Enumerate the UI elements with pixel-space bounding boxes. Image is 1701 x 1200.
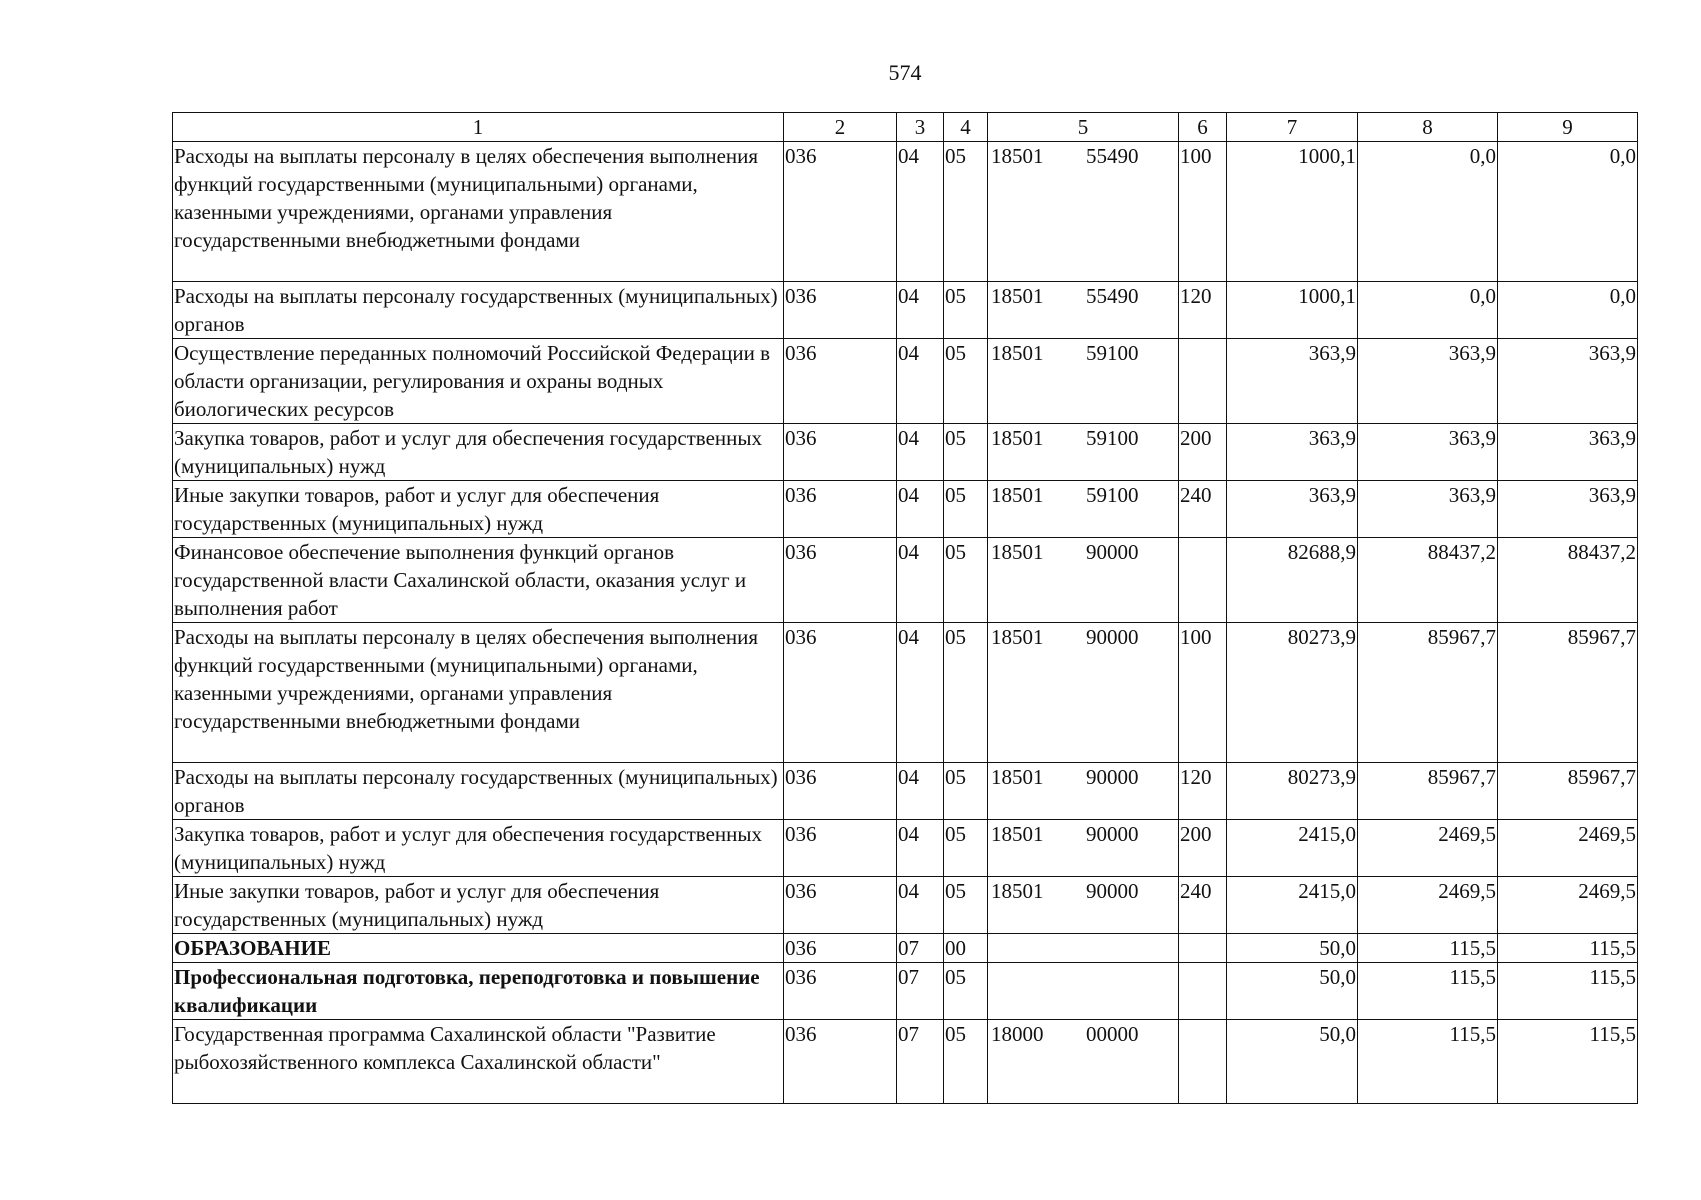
- subsection-code-cell: 05: [944, 763, 988, 820]
- row-name-cell: Государственная программа Сахалинской области "Развитие рыбохозяйственного комплекса Сахалинской области": [173, 1020, 784, 1104]
- column-header: 8: [1358, 113, 1498, 142]
- table-row: [173, 820, 1638, 877]
- row-name-cell: Иные закупки товаров, работ и услуг для обеспечения государственных (муниципальных) нужд: [173, 481, 784, 538]
- amount-col8-cell: 115,5: [1358, 934, 1498, 963]
- amount-col8-cell: 0,0: [1358, 282, 1498, 339]
- amount-col9-cell: 85967,7: [1498, 623, 1638, 763]
- ministry-code-cell: 036: [784, 424, 897, 481]
- ministry-code-cell: 036: [784, 763, 897, 820]
- amount-col9-cell: 0,0: [1498, 282, 1638, 339]
- target-article-cell: [988, 282, 1179, 339]
- page-number: 574: [888, 60, 922, 85]
- column-header: 1: [173, 113, 784, 142]
- ministry-code-cell: 036: [784, 934, 897, 963]
- ministry-code-cell: 036: [784, 339, 897, 424]
- amount-col8-cell: 115,5: [1358, 1020, 1498, 1104]
- expense-type-cell: [1179, 339, 1227, 424]
- section-code-cell: 04: [897, 282, 944, 339]
- column-number-row: [173, 113, 1638, 142]
- expense-type-cell: 240: [1179, 481, 1227, 538]
- program-code: 18501: [991, 284, 1044, 308]
- program-code: 18501: [991, 144, 1044, 168]
- subsection-code-cell: 05: [944, 963, 988, 1020]
- row-name-cell: Закупка товаров, работ и услуг для обеспечения государственных (муниципальных) нужд: [173, 424, 784, 481]
- section-code-cell: 04: [897, 424, 944, 481]
- column-header: 9: [1498, 113, 1638, 142]
- row-name-cell: Расходы на выплаты персоналу в целях обеспечения выполнения функций государственными (муниципальными) органами, казенными учреждениями, органами управления государственными внебюджетными фондами: [173, 142, 784, 282]
- expense-type-cell: 200: [1179, 820, 1227, 877]
- subsection-code-cell: 05: [944, 142, 988, 282]
- direction-code: 59100: [1086, 426, 1139, 450]
- table-row: [173, 538, 1638, 623]
- amount-col9-cell: 363,9: [1498, 424, 1638, 481]
- subsection-code-cell: 05: [944, 339, 988, 424]
- target-article-cell: [988, 481, 1179, 538]
- subsection-code-cell: 05: [944, 538, 988, 623]
- program-code: 18501: [991, 483, 1044, 507]
- amount-col9-cell: 115,5: [1498, 1020, 1638, 1104]
- subsection-code-cell: 05: [944, 282, 988, 339]
- expense-type-cell: 240: [1179, 877, 1227, 934]
- section-code-cell: 07: [897, 963, 944, 1020]
- amount-col7-cell: 1000,1: [1227, 142, 1358, 282]
- amount-col7-cell: 363,9: [1227, 339, 1358, 424]
- amount-col7-cell: 363,9: [1227, 424, 1358, 481]
- table-row: [173, 142, 1638, 282]
- amount-col9-cell: 363,9: [1498, 339, 1638, 424]
- expense-type-cell: [1179, 1020, 1227, 1104]
- ministry-code-cell: 036: [784, 623, 897, 763]
- target-article-cell: [988, 339, 1179, 424]
- section-code-cell: 04: [897, 481, 944, 538]
- amount-col9-cell: 85967,7: [1498, 763, 1638, 820]
- subsection-code-cell: 05: [944, 481, 988, 538]
- column-header: 6: [1179, 113, 1227, 142]
- section-code-cell: 07: [897, 1020, 944, 1104]
- ministry-code-cell: 036: [784, 877, 897, 934]
- column-header: 2: [784, 113, 897, 142]
- target-article-cell: [988, 934, 1179, 963]
- amount-col9-cell: 88437,2: [1498, 538, 1638, 623]
- column-header: 7: [1227, 113, 1358, 142]
- program-code: 18501: [991, 879, 1044, 903]
- expense-type-cell: 120: [1179, 763, 1227, 820]
- target-article-cell: [988, 963, 1179, 1020]
- amount-col7-cell: 1000,1: [1227, 282, 1358, 339]
- direction-code: 59100: [1086, 341, 1139, 365]
- program-code: 18501: [991, 765, 1044, 789]
- amount-col7-cell: 50,0: [1227, 963, 1358, 1020]
- target-article-cell: [988, 763, 1179, 820]
- amount-col9-cell: 115,5: [1498, 934, 1638, 963]
- section-code-cell: 07: [897, 934, 944, 963]
- expense-type-cell: [1179, 963, 1227, 1020]
- amount-col7-cell: 80273,9: [1227, 763, 1358, 820]
- table-row: [173, 963, 1638, 1020]
- amount-col8-cell: 85967,7: [1358, 623, 1498, 763]
- expense-type-cell: 100: [1179, 142, 1227, 282]
- row-name-cell: Расходы на выплаты персоналу государственных (муниципальных) органов: [173, 282, 784, 339]
- table-body: [173, 142, 1638, 1104]
- row-name-cell: Профессиональная подготовка, переподготовка и повышение квалификации: [173, 963, 784, 1020]
- target-article-cell: [988, 623, 1179, 763]
- column-header: 4: [944, 113, 988, 142]
- target-article-cell: [988, 538, 1179, 623]
- table-row: [173, 282, 1638, 339]
- table-row: [173, 877, 1638, 934]
- expense-type-cell: [1179, 538, 1227, 623]
- target-article-cell: [988, 877, 1179, 934]
- direction-code: 90000: [1086, 540, 1139, 564]
- budget-table: [172, 112, 1638, 1104]
- section-code-cell: 04: [897, 763, 944, 820]
- amount-col7-cell: 50,0: [1227, 1020, 1358, 1104]
- table-row: [173, 763, 1638, 820]
- expense-type-cell: 120: [1179, 282, 1227, 339]
- amount-col8-cell: 0,0: [1358, 142, 1498, 282]
- ministry-code-cell: 036: [784, 481, 897, 538]
- amount-col8-cell: 363,9: [1358, 481, 1498, 538]
- section-code-cell: 04: [897, 339, 944, 424]
- table-row: [173, 934, 1638, 963]
- target-article-cell: [988, 424, 1179, 481]
- amount-col9-cell: 115,5: [1498, 963, 1638, 1020]
- subsection-code-cell: 00: [944, 934, 988, 963]
- ministry-code-cell: 036: [784, 282, 897, 339]
- section-code-cell: 04: [897, 142, 944, 282]
- table-row: [173, 481, 1638, 538]
- direction-code: 55490: [1086, 284, 1139, 308]
- target-article-cell: [988, 1020, 1179, 1104]
- amount-col8-cell: 363,9: [1358, 424, 1498, 481]
- amount-col8-cell: 115,5: [1358, 963, 1498, 1020]
- row-name-cell: Расходы на выплаты персоналу в целях обеспечения выполнения функций государственными (муниципальными) органами, казенными учреждениями, органами управления государственными внебюджетными фондами: [173, 623, 784, 763]
- table-row: [173, 424, 1638, 481]
- amount-col8-cell: 363,9: [1358, 339, 1498, 424]
- program-code: 18501: [991, 341, 1044, 365]
- program-code: 18501: [991, 426, 1044, 450]
- amount-col8-cell: 2469,5: [1358, 877, 1498, 934]
- section-code-cell: 04: [897, 623, 944, 763]
- amount-col8-cell: 85967,7: [1358, 763, 1498, 820]
- row-name-cell: Финансовое обеспечение выполнения функций органов государственной власти Сахалинской области, оказания услуг и выполнения работ: [173, 538, 784, 623]
- direction-code: 90000: [1086, 879, 1139, 903]
- row-name-cell: Осуществление переданных полномочий Российской Федерации в области организации, регулирования и охраны водных биологических ресурсов: [173, 339, 784, 424]
- column-header: 5: [988, 113, 1179, 142]
- table-row: [173, 623, 1638, 763]
- ministry-code-cell: 036: [784, 820, 897, 877]
- amount-col8-cell: 88437,2: [1358, 538, 1498, 623]
- expense-type-cell: 100: [1179, 623, 1227, 763]
- ministry-code-cell: 036: [784, 1020, 897, 1104]
- direction-code: 90000: [1086, 822, 1139, 846]
- program-code: 18501: [991, 822, 1044, 846]
- subsection-code-cell: 05: [944, 820, 988, 877]
- section-code-cell: 04: [897, 538, 944, 623]
- table-row: [173, 339, 1638, 424]
- ministry-code-cell: 036: [784, 538, 897, 623]
- direction-code: 90000: [1086, 625, 1139, 649]
- amount-col7-cell: 80273,9: [1227, 623, 1358, 763]
- expense-type-cell: [1179, 934, 1227, 963]
- amount-col7-cell: 2415,0: [1227, 820, 1358, 877]
- row-name-cell: ОБРАЗОВАНИЕ: [173, 934, 784, 963]
- table-row: [173, 1020, 1638, 1104]
- target-article-cell: [988, 142, 1179, 282]
- row-name-cell: Иные закупки товаров, работ и услуг для обеспечения государственных (муниципальных) нужд: [173, 877, 784, 934]
- column-header: 3: [897, 113, 944, 142]
- direction-code: 00000: [1086, 1022, 1139, 1046]
- amount-col9-cell: 2469,5: [1498, 820, 1638, 877]
- amount-col9-cell: 0,0: [1498, 142, 1638, 282]
- section-code-cell: 04: [897, 877, 944, 934]
- subsection-code-cell: 05: [944, 424, 988, 481]
- ministry-code-cell: 036: [784, 142, 897, 282]
- ministry-code-cell: 036: [784, 963, 897, 1020]
- program-code: 18000: [991, 1022, 1044, 1046]
- amount-col7-cell: 50,0: [1227, 934, 1358, 963]
- amount-col7-cell: 363,9: [1227, 481, 1358, 538]
- program-code: 18501: [991, 540, 1044, 564]
- direction-code: 55490: [1086, 144, 1139, 168]
- subsection-code-cell: 05: [944, 1020, 988, 1104]
- direction-code: 90000: [1086, 765, 1139, 789]
- expense-type-cell: 200: [1179, 424, 1227, 481]
- subsection-code-cell: 05: [944, 623, 988, 763]
- amount-col9-cell: 363,9: [1498, 481, 1638, 538]
- section-code-cell: 04: [897, 820, 944, 877]
- amount-col7-cell: 82688,9: [1227, 538, 1358, 623]
- amount-col8-cell: 2469,5: [1358, 820, 1498, 877]
- program-code: 18501: [991, 625, 1044, 649]
- row-name-cell: Закупка товаров, работ и услуг для обеспечения государственных (муниципальных) нужд: [173, 820, 784, 877]
- amount-col9-cell: 2469,5: [1498, 877, 1638, 934]
- target-article-cell: [988, 820, 1179, 877]
- direction-code: 59100: [1086, 483, 1139, 507]
- amount-col7-cell: 2415,0: [1227, 877, 1358, 934]
- subsection-code-cell: 05: [944, 877, 988, 934]
- row-name-cell: Расходы на выплаты персоналу государственных (муниципальных) органов: [173, 763, 784, 820]
